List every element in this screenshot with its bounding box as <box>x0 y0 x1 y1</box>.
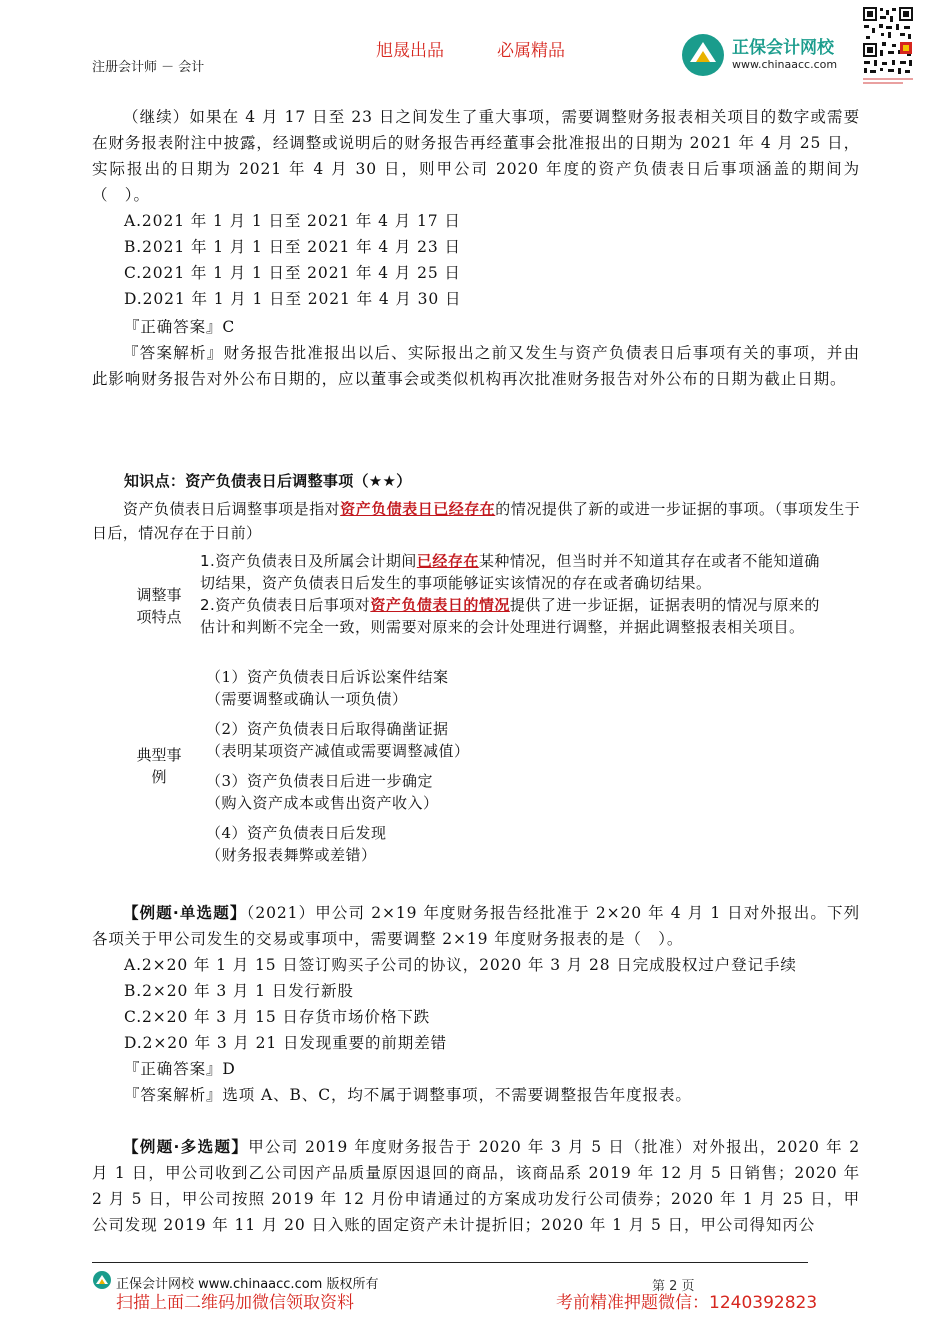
table-example-1: （1）资产负债表日后诉讼案件结案 （需要调整或确认一项负债） <box>206 668 449 708</box>
logo <box>680 30 858 80</box>
table-example-2: （2）资产负债表日后取得确凿证据 （表明某项资产减值或需要调整减值） <box>206 720 470 760</box>
table-label-features-b: 项特点 <box>136 608 182 626</box>
q1-option-d: D.2021 年 1 月 1 日至 2021 年 4 月 30 日 <box>124 290 462 308</box>
q2-tag: 【例题·单选题】 <box>123 904 247 922</box>
table-label-features <box>131 584 187 628</box>
kp-def-post: 的情况提供了新的或进一步证据的事项。（事项发生于日后，情况存在于日前） <box>92 500 860 542</box>
q2-answer: 『正确答案』D <box>124 1060 236 1078</box>
header-slogan-2: 必属精品 <box>497 41 565 61</box>
qr-code-icon <box>862 6 914 86</box>
footer-promo-left: 扫描上面二维码加微信领取资料 <box>116 1293 354 1313</box>
q1-stem: （继续）如果在 4 月 17 日至 23 日之间发生了重大事项，需要调整财务报表相关项目的数字或需要在财务报表附注中披露，经调整或说明后的财务报告再经董事会批准报出的日期为 2021 年 4 月 25 日，实际报出的日期为 2021 年 4 月 30 日，则甲公司 2020 年度的资产负债表日后事项涵盖的期间为（ ）。 <box>92 108 860 204</box>
q2-analysis: 『答案解析』选项 A、B、C，均不属于调整事项，不需要调整报告年度报表。 <box>124 1086 692 1104</box>
q2-stem <box>92 900 860 952</box>
q3-stem <box>92 1134 860 1238</box>
table-label-examples-a: 典型事 <box>136 746 182 764</box>
kp-title: 知识点：资产负债表日后调整事项（★★） <box>124 472 412 490</box>
q3-tag: 【例题·多选题】 <box>123 1138 249 1156</box>
q2-option-b: B.2×20 年 3 月 1 日发行新股 <box>124 982 354 1000</box>
q2-option-c: C.2×20 年 3 月 15 日存货市场价格下跌 <box>124 1008 431 1026</box>
footer-logo-icon <box>92 1270 112 1294</box>
q1-answer: 『正确答案』C <box>124 318 236 336</box>
feature-2-highlight: 资产负债表日的情况 <box>370 596 510 614</box>
logo-text: 正保会计网校 <box>732 38 834 58</box>
table-example-4: （4）资产负债表日后发现 （财务报表舞弊或差错） <box>206 824 387 864</box>
q3-stem-text: 甲公司 2019 年度财务报告于 2020 年 3 月 5 日（批准）对外报出，2020 年 2 月 1 日，甲公司收到乙公司因产品质量原因退回的商品，该商品系 2019 年 12 月 5 日销售；2020 年 2 月 5 日，甲公司按照 2019 年 12 月份申请通过的方案成功发行公司债券；2020 年 1 月 25 日，甲公司发现 2019 年 11 月 20 日入账的固定资产未计提折旧；2020 年 1 月 5 日，甲公司得知丙公 <box>92 1138 860 1234</box>
q1-option-a: A.2021 年 1 月 1 日至 2021 年 4 月 17 日 <box>124 212 461 230</box>
header-slogan-1: 旭晟出品 <box>376 41 444 61</box>
kp-def-highlight: 资产负债表日已经存在 <box>340 500 496 518</box>
header-left-label: 注册会计师 － 会计 <box>92 60 205 75</box>
footer-divider <box>92 1262 808 1263</box>
footer-page-number: 第 2 页 <box>652 1279 695 1294</box>
feature-1-highlight: 已经存在 <box>416 552 479 570</box>
table-example-3: （3）资产负债表日后进一步确定 （购入资产成本或售出资产收入） <box>206 772 439 812</box>
q2-option-a: A.2×20 年 1 月 15 日签订购买子公司的协议，2020 年 3 月 28 日完成股权过户登记手续 <box>124 956 797 974</box>
footer-promo-right: 考前精准押题微信：1240392823 <box>556 1293 818 1313</box>
table-label-examples <box>131 744 187 788</box>
logo-url: www.chinaacc.com <box>732 58 838 71</box>
q2-stem-text: （2021）甲公司 2×19 年度财务报告经批准于 2×20 年 4 月 1 日对外报出。下列各项关于甲公司发生的交易或事项中，需要调整 2×19 年度财务报表的是（ ）。 <box>92 904 860 948</box>
kp-definition <box>92 497 860 545</box>
q2-option-d: D.2×20 年 3 月 21 日发现重要的前期差错 <box>124 1034 447 1052</box>
q1-option-c: C.2021 年 1 月 1 日至 2021 年 4 月 25 日 <box>124 264 461 282</box>
table-feature-2: 2.资产负债表日后事项对资产负债表日的情况提供了进一步证据，证据表明的情况与原来的估计和判断不完全一致，则需要对原来的会计处理进行调整，并据此调整报表相关项目。 <box>200 596 820 636</box>
kp-def-pre: 资产负债表日后调整事项是指对 <box>123 500 341 518</box>
logo-icon <box>680 32 726 78</box>
q1-analysis: 『答案解析』财务报告批准报出以后、实际报出之前又发生与资产负债表日后事项有关的事项，并由此影响财务报告对外公布日期的，应以董事会或类似机构再次批准财务报告对外公布的日期为截止日期。 <box>92 344 860 388</box>
table-feature-1: 1.资产负债表日及所属会计期间已经存在某种情况，但当时并不知道其存在或者不能知道确切结果，资产负债表日后发生的事项能够证实该情况的存在或者确切结果。 <box>200 552 820 592</box>
table-label-examples-b: 例 <box>151 768 167 786</box>
table-label-features-a: 调整事 <box>136 586 182 604</box>
q1-option-b: B.2021 年 1 月 1 日至 2021 年 4 月 23 日 <box>124 238 461 256</box>
footer-copyright: 正保会计网校 www.chinaacc.com 版权所有 <box>116 1277 379 1292</box>
